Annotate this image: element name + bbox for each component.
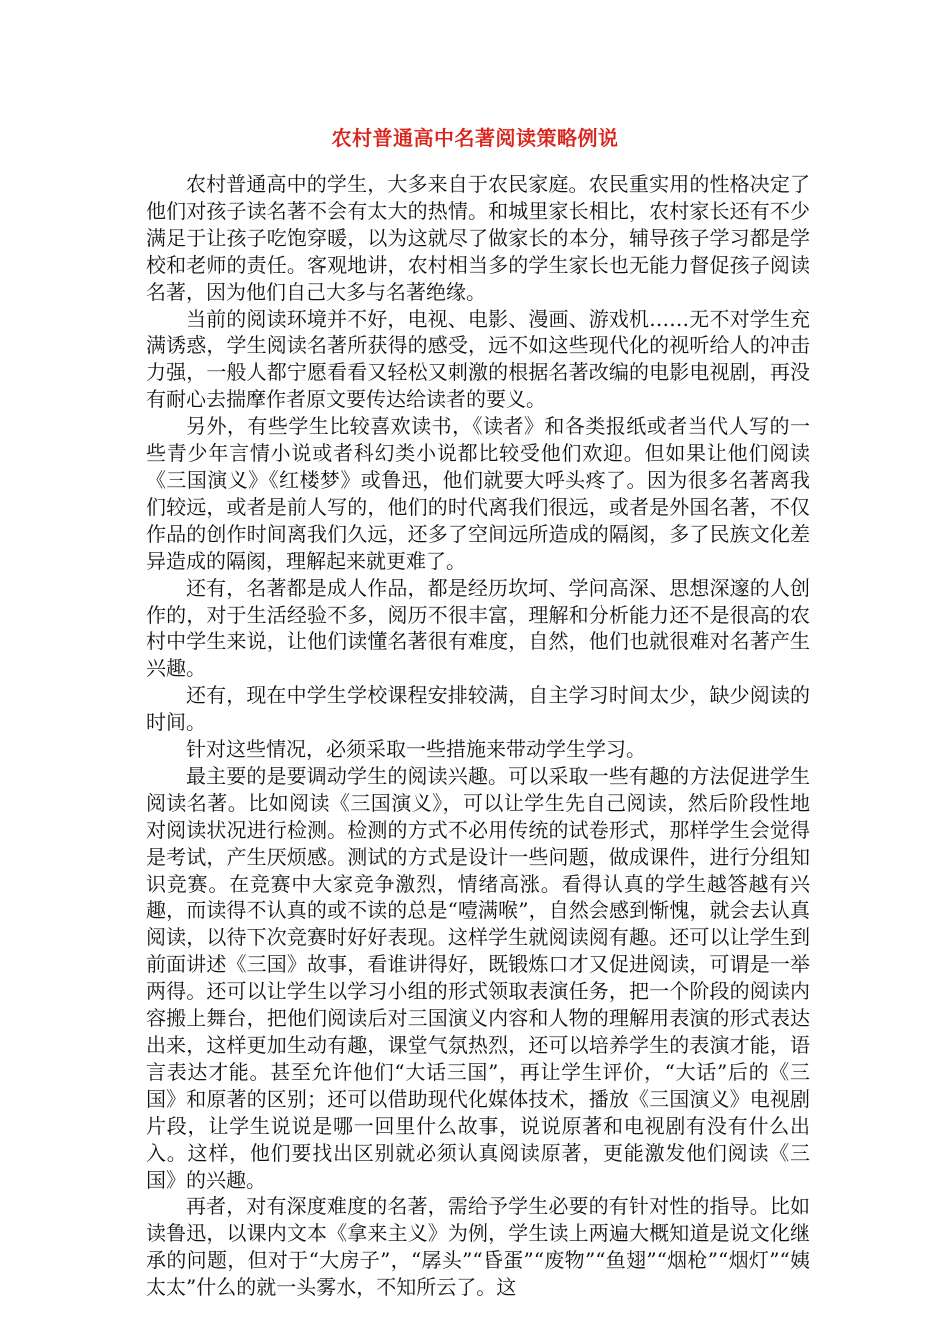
- paragraph: 最主要的是要调动学生的阅读兴趣。可以采取一些有趣的方法促进学生阅读名著。比如阅读《三国演义》，可以让学生先自己阅读，然后阶段性地对阅读状况进行检测。检测的方式不必用传统的试卷形式，那样学生会觉得是考试，产生厌烦感。测试的方式是设计一些问题，做成课件，进行分组知识竞赛。在竞赛中大家竞争激烈，情绪高涨。看得认真的学生越答越有兴趣，而读得不认真的或不读的总是“噎满喉”，自然会感到惭愧，就会去认真阅读，以待下次竞赛时好好表现。这样学生就阅读阅有趣。还可以让学生到前面讲述《三国》故事，看谁讲得好，既锻炼口才又促进阅读，可谓是一举两得。还可以让学生以学习小组的形式领取表演任务，把一个阶段的阅读内容搬上舞台，把他们阅读后对三国演义内容和人物的理解用表演的形式表达出来，这样更加生动有趣，课堂气氛热烈，还可以培养学生的表演才能，语言表达才能。甚至允许他们“大话三国”，再让学生评价，“大话”后的《三国》和原著的区别；还可以借助现代化媒体技术，播放《三国演义》电视剧片段，让学生说说是哪一回里什么故事，说说原著和电视剧有没有什么出入。这样，他们要找出区别就必须认真阅读原著，更能激发他们阅读《三国》的兴趣。: [146, 763, 810, 1192]
- paragraph: 再者，对有深度难度的名著，需给予学生必要的有针对性的指导。比如读鲁迅，以课内文本《拿来主义》为例，学生读上两遍大概知道是说文化继承的问题，但对于“大房子”，“孱头”“昏蛋”“废物”“鱼翅”“烟枪”“烟灯”“姨太太”什么的就一头雾水，不知所云了。这: [146, 1194, 810, 1300]
- paragraph: 针对这些情况，必须采取一些措施来带动学生学习。: [186, 737, 646, 762]
- paragraph: 还有，名著都是成人作品，都是经历坎坷、学问高深、思想深邃的人创作的，对于生活经验不多，阅历不很丰富，理解和分析能力还不是很高的农村中学生来说，让他们读懂名著很有难度，自然，他们也就很难对名著产生兴趣。: [146, 575, 810, 681]
- paragraph: 另外，有些学生比较喜欢读书，《读者》和各类报纸或者当代人写的一些青少年言情小说或者科幻类小说都比较受他们欢迎。但如果让他们阅读《三国演义》《红楼梦》或鲁迅，他们就要大呼头疼了。因为很多名著离我们较远，或者是前人写的，他们的时代离我们很远，或者是外国名著，不仅作品的创作时间离我们久远，还多了空间远所造成的隔阂，多了民族文化差异造成的隔阂，理解起来就更难了。: [146, 414, 810, 573]
- paragraph: 当前的阅读环境并不好，电视、电影、漫画、游戏机……无不对学生充满诱惑，学生阅读名著所获得的感受，远不如这些现代化的视听给人的冲击力强，一般人都宁愿看看又轻松又刺激的根据名著改编的电影电视剧，再没有耐心去揣摩作者原文要传达给读者的要义。: [146, 306, 810, 412]
- paragraph: 农村普通高中的学生，大多来自于农民家庭。农民重实用的性格决定了他们对孩子读名著不会有太大的热情。和城里家长相比，农村家长还有不少满足于让孩子吃饱穿暖，以为这就尽了做家长的本分，辅导孩子学习都是学校和老师的责任。客观地讲，农村相当多的学生家长也无能力督促孩子阅读名著，因为他们自己大多与名著绝缘。: [146, 172, 810, 304]
- paragraph: 还有，现在中学生学校课程安排较满，自主学习时间太少，缺少阅读的时间。: [146, 683, 810, 735]
- document-body: [146, 171, 810, 1301]
- document-title: 农村普通高中名著阅读策略例说: [331, 126, 619, 150]
